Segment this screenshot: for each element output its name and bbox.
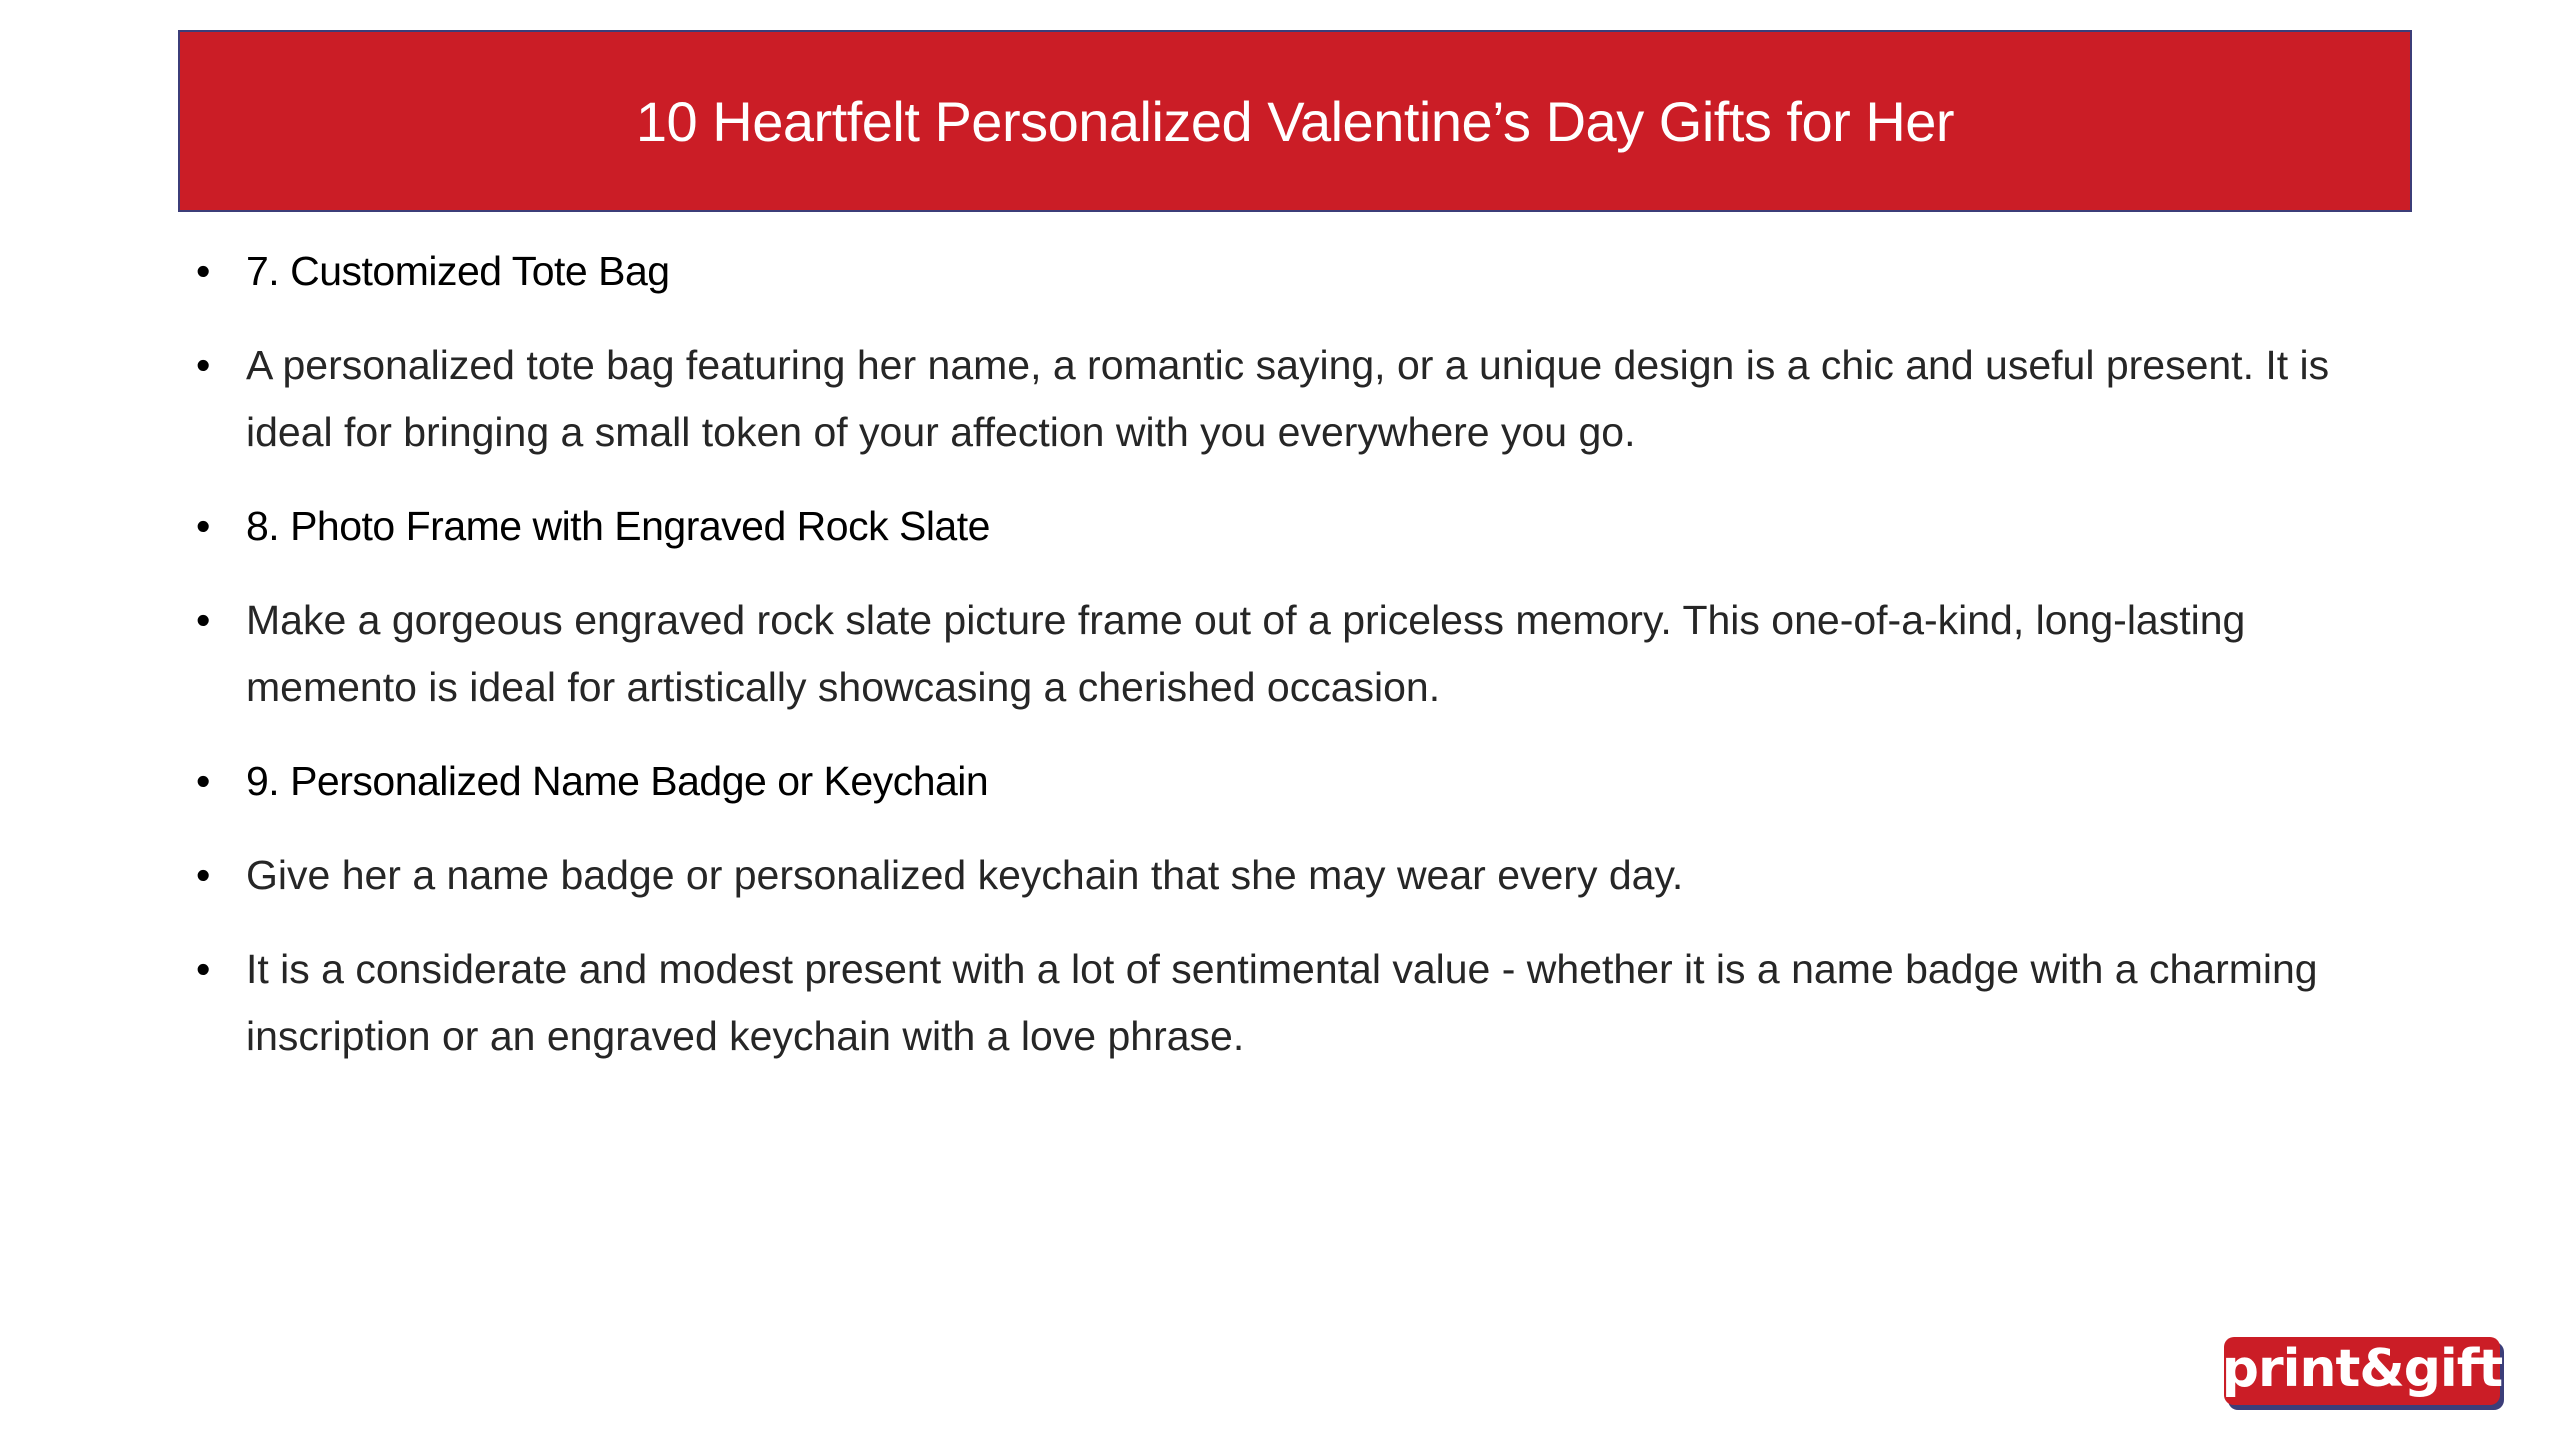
bullet-item	[196, 842, 2416, 909]
bullet-heading-text: 9. Personalized Name Badge or Keychain	[246, 758, 989, 804]
bullet-dot-icon: •	[196, 342, 211, 388]
bullet-dot-icon: •	[196, 758, 210, 804]
bullet-dot-icon: •	[196, 852, 211, 898]
bullet-dot-icon: •	[196, 503, 210, 549]
bullet-body-text: A personalized tote bag featuring her name, a romantic saying, or a unique design is a chic and useful present. It is ideal for bringing a small token of your affection with you everywhere you go.	[246, 342, 2330, 455]
bullet-body-text: Make a gorgeous engraved rock slate picture frame out of a priceless memory. This one-of-a-kind, long-lasting memento is ideal for artistically showcasing a cherished occasion.	[246, 597, 2246, 710]
bullet-body-text: Give her a name badge or personalized keychain that she may wear every day.	[246, 852, 1684, 898]
bullet-body-text: It is a considerate and modest present with a lot of sentimental value - whether it is a name badge with a charming inscription or an engraved keychain with a love phrase.	[246, 946, 2318, 1059]
bullet-item	[196, 936, 2416, 1070]
bullet-item	[196, 748, 2416, 815]
brand-logo-text: print&gift	[2221, 1339, 2503, 1399]
bullet-heading-text: 7. Customized Tote Bag	[246, 248, 670, 294]
bullet-dot-icon: •	[196, 597, 211, 643]
bullet-item	[196, 493, 2416, 560]
brand-logo	[2221, 1337, 2503, 1405]
bullet-dot-icon: •	[196, 248, 210, 294]
slide-title: 10 Heartfelt Personalized Valentine’s Day Gifts for Her	[635, 89, 1955, 153]
title-banner	[178, 30, 2412, 212]
bullet-item	[196, 587, 2416, 721]
bullet-heading-text: 8. Photo Frame with Engraved Rock Slate	[246, 503, 990, 549]
bullet-dot-icon: •	[196, 946, 211, 992]
bullet-list	[196, 238, 2416, 1097]
bullet-item	[196, 332, 2416, 466]
bullet-item	[196, 238, 2416, 305]
